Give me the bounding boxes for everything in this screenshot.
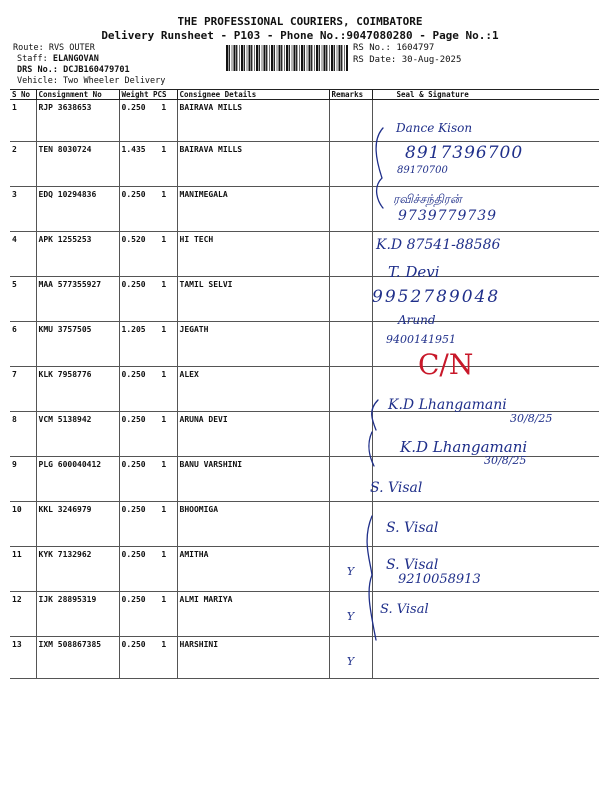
barcode-bar <box>324 45 326 71</box>
cell-sno: 8 <box>10 412 36 457</box>
barcode-bar <box>322 45 323 71</box>
barcode-bar <box>307 45 308 71</box>
barcode-bar <box>274 45 275 71</box>
signature-row-3-name: ரவிச்சந்திரன் <box>393 192 462 206</box>
signature-row-11-name: S. Visal <box>386 520 439 536</box>
barcode-bar <box>229 45 230 71</box>
cell-pcs: 1 <box>151 457 177 502</box>
signature-row-12-phone: 9210058913 <box>398 572 481 587</box>
cell-sno: 6 <box>10 322 36 367</box>
cell-weight: 1.435 <box>119 142 151 187</box>
barcode-bar <box>311 45 312 71</box>
barcode-bar <box>286 45 288 71</box>
cell-remarks: Y <box>329 547 372 592</box>
table-row <box>10 187 599 232</box>
cell-weight: 0.520 <box>119 232 151 277</box>
cell-sno: 7 <box>10 367 36 412</box>
cell-weight: 0.250 <box>119 277 151 322</box>
barcode-bar <box>256 45 258 71</box>
cell-weight: 0.250 <box>119 412 151 457</box>
barcode-bar <box>329 45 330 71</box>
cell-weight: 0.250 <box>119 100 151 142</box>
signature-row-6-name: Arund <box>398 313 436 327</box>
cell-weight: 0.250 <box>119 457 151 502</box>
table-row <box>10 232 599 277</box>
table-row <box>10 502 599 547</box>
cell-pcs: 1 <box>151 187 177 232</box>
cell-remarks: Y <box>329 592 372 637</box>
rs-number: RS No.: 1604797 <box>353 43 435 53</box>
barcode-bar <box>234 45 236 71</box>
barcode-bar <box>284 45 285 71</box>
barcode-bar <box>319 45 320 71</box>
col-sno: S No <box>10 90 36 100</box>
barcode-bar <box>334 45 335 71</box>
signature-row-4-phone: K.D 87541-88586 <box>376 237 501 253</box>
barcode-bar <box>251 45 252 71</box>
signature-row-3-phone: 9739779739 <box>398 208 498 224</box>
table-header-row <box>10 90 599 100</box>
vehicle-label: Vehicle: Two Wheeler Delivery <box>17 76 166 86</box>
cell-consignment-no: RJP 3638653 <box>36 100 119 142</box>
signature-row-9-name: K.D Lhangamani <box>400 438 528 456</box>
cell-remarks <box>329 142 372 187</box>
cell-consignee: BAIRAVA MILLS <box>177 100 329 142</box>
barcode-bar <box>292 45 293 71</box>
cell-weight: 0.250 <box>119 592 151 637</box>
cell-weight: 0.250 <box>119 367 151 412</box>
cell-weight: 0.250 <box>119 547 151 592</box>
cell-pcs: 1 <box>151 412 177 457</box>
barcode-bar <box>232 45 233 71</box>
cell-remarks: Y <box>329 637 372 679</box>
cell-sno: 2 <box>10 142 36 187</box>
table-row <box>10 547 599 592</box>
signature-row-8-date: 30/8/25 <box>510 412 553 425</box>
cell-consignment-no: APK 1255253 <box>36 232 119 277</box>
barcode-bar <box>341 45 342 71</box>
cell-consignee: HI TECH <box>177 232 329 277</box>
cell-weight: 0.250 <box>119 637 151 679</box>
barcode-bar <box>259 45 260 71</box>
barcode-bar <box>239 45 240 71</box>
cell-consignee: ALMI MARIYA <box>177 592 329 637</box>
cell-sno: 9 <box>10 457 36 502</box>
cell-consignment-no: TEN 8030724 <box>36 142 119 187</box>
table-row <box>10 100 599 142</box>
cell-remarks <box>329 187 372 232</box>
cell-sno: 1 <box>10 100 36 142</box>
barcode-bar <box>244 45 245 71</box>
cell-weight: 0.250 <box>119 502 151 547</box>
cell-pcs: 1 <box>151 547 177 592</box>
col-signature: Seal & Signature <box>372 90 599 100</box>
table-row <box>10 277 599 322</box>
runsheet-table <box>10 89 599 679</box>
col-pcs: PCS <box>151 90 177 100</box>
col-weight: Weight <box>119 90 151 100</box>
cell-remarks <box>329 277 372 322</box>
barcode-bar <box>326 45 327 71</box>
cell-consignment-no: VCM 5138942 <box>36 412 119 457</box>
barcode-bar <box>314 45 315 71</box>
rs-date: RS Date: 30-Aug-2025 <box>353 55 462 65</box>
cell-signature <box>372 637 599 679</box>
signature-row-10-name: S. Visal <box>370 480 423 496</box>
cell-consignee: AMITHA <box>177 547 329 592</box>
cell-remarks <box>329 367 372 412</box>
barcode-bar <box>281 45 282 71</box>
barcode-bar <box>299 45 300 71</box>
cell-consignee: BAIRAVA MILLS <box>177 142 329 187</box>
barcode-bar <box>241 45 243 71</box>
col-consignment: Consignment No <box>36 90 119 100</box>
cell-remarks <box>329 100 372 142</box>
cell-sno: 12 <box>10 592 36 637</box>
cell-pcs: 1 <box>151 502 177 547</box>
table-row <box>10 592 599 637</box>
signature-row-2-phone: 89170700 <box>397 165 448 176</box>
signature-row-8-name: K.D Lhangamani <box>388 397 507 413</box>
table-row <box>10 637 599 679</box>
signature-row-5-phone: 9952789048 <box>372 287 501 307</box>
cell-remarks <box>329 232 372 277</box>
barcode-bar <box>271 45 273 71</box>
cell-consignee: TAMIL SELVI <box>177 277 329 322</box>
signature-row-1-name: Dance Kison <box>396 121 473 135</box>
barcode-bar <box>309 45 311 71</box>
drs-label: DRS No.: <box>17 65 58 75</box>
cell-remarks <box>329 502 372 547</box>
barcode-bar <box>346 45 348 71</box>
barcode-bar <box>331 45 333 71</box>
cell-sno: 4 <box>10 232 36 277</box>
barcode-bar <box>339 45 341 71</box>
barcode-bar <box>294 45 296 71</box>
signature-row-6-phone: 9400141951 <box>386 333 456 346</box>
signature-row-5-name: T. Devi <box>388 263 440 281</box>
barcode-bar <box>247 45 248 71</box>
barcode-bar <box>344 45 345 71</box>
cell-sno: 13 <box>10 637 36 679</box>
cell-consignee: MANIMEGALA <box>177 187 329 232</box>
barcode-image <box>226 45 348 71</box>
cell-weight: 0.250 <box>119 187 151 232</box>
cell-consignee: JEGATH <box>177 322 329 367</box>
cell-pcs: 1 <box>151 277 177 322</box>
cell-sno: 10 <box>10 502 36 547</box>
signature-row-1-phone: 8917396700 <box>405 143 524 163</box>
signature-row-13-name: S. Visal <box>380 602 429 617</box>
cell-remarks <box>329 322 372 367</box>
cell-sno: 3 <box>10 187 36 232</box>
mark-row-7: C/N <box>418 348 474 381</box>
staff-name: ELANGOVAN <box>52 54 99 64</box>
barcode-bar <box>264 45 266 71</box>
cell-sno: 11 <box>10 547 36 592</box>
barcode-bar <box>226 45 228 71</box>
barcode-bar <box>266 45 267 71</box>
barcode-bar <box>254 45 255 71</box>
cell-consignment-no: KMU 3757505 <box>36 322 119 367</box>
cell-consignment-no: EDQ 10294836 <box>36 187 119 232</box>
barcode-bar <box>269 45 270 71</box>
cell-pcs: 1 <box>151 322 177 367</box>
cell-consignee: ARUNA DEVI <box>177 412 329 457</box>
barcode-bar <box>279 45 281 71</box>
cell-consignment-no: KLK 7958776 <box>36 367 119 412</box>
company-title: THE PROFESSIONAL COURIERS, COIMBATORE <box>177 15 423 28</box>
table-row <box>10 322 599 367</box>
cell-consignment-no: KKL 3246979 <box>36 502 119 547</box>
signature-row-12-name: S. Visal <box>386 557 439 573</box>
cell-consignment-no: PLG 600040412 <box>36 457 119 502</box>
signature-row-9-date: 30/8/25 <box>484 454 527 467</box>
barcode-bar <box>304 45 305 71</box>
barcode-bar <box>277 45 278 71</box>
barcode-bar <box>262 45 263 71</box>
drs-line <box>17 65 130 76</box>
col-remarks: Remarks <box>329 90 372 100</box>
barcode-bar <box>296 45 297 71</box>
cell-consignee: BHOOMIGA <box>177 502 329 547</box>
barcode-bar <box>289 45 290 71</box>
cell-consignee: ALEX <box>177 367 329 412</box>
cell-consignment-no: MAA 577355927 <box>36 277 119 322</box>
cell-weight: 1.205 <box>119 322 151 367</box>
barcode-bar <box>236 45 237 71</box>
drs-number: DCJB160479701 <box>63 65 130 75</box>
cell-remarks <box>329 412 372 457</box>
cell-pcs: 1 <box>151 367 177 412</box>
cell-consignee: BANU VARSHINI <box>177 457 329 502</box>
barcode-bar <box>337 45 338 71</box>
cell-pcs: 1 <box>151 637 177 679</box>
col-consignee: Consignee Details <box>177 90 329 100</box>
cell-consignee: HARSHINI <box>177 637 329 679</box>
staff-label: Staff: <box>17 54 48 64</box>
table-row <box>10 367 599 412</box>
cell-consignment-no: IXM 508867385 <box>36 637 119 679</box>
barcode-bar <box>316 45 318 71</box>
staff-line <box>17 54 99 65</box>
cell-sno: 5 <box>10 277 36 322</box>
runsheet-subtitle: Delivery Runsheet - P103 - Phone No.:9047080280 - Page No.:1 <box>101 29 499 42</box>
barcode-bar <box>249 45 251 71</box>
cell-consignment-no: KYK 7132962 <box>36 547 119 592</box>
cell-remarks <box>329 457 372 502</box>
cell-pcs: 1 <box>151 232 177 277</box>
cell-consignment-no: IJK 28895319 <box>36 592 119 637</box>
barcode-bar <box>301 45 303 71</box>
route-label: Route: RVS OUTER <box>13 43 95 53</box>
cell-pcs: 1 <box>151 592 177 637</box>
cell-pcs: 1 <box>151 142 177 187</box>
cell-pcs: 1 <box>151 100 177 142</box>
